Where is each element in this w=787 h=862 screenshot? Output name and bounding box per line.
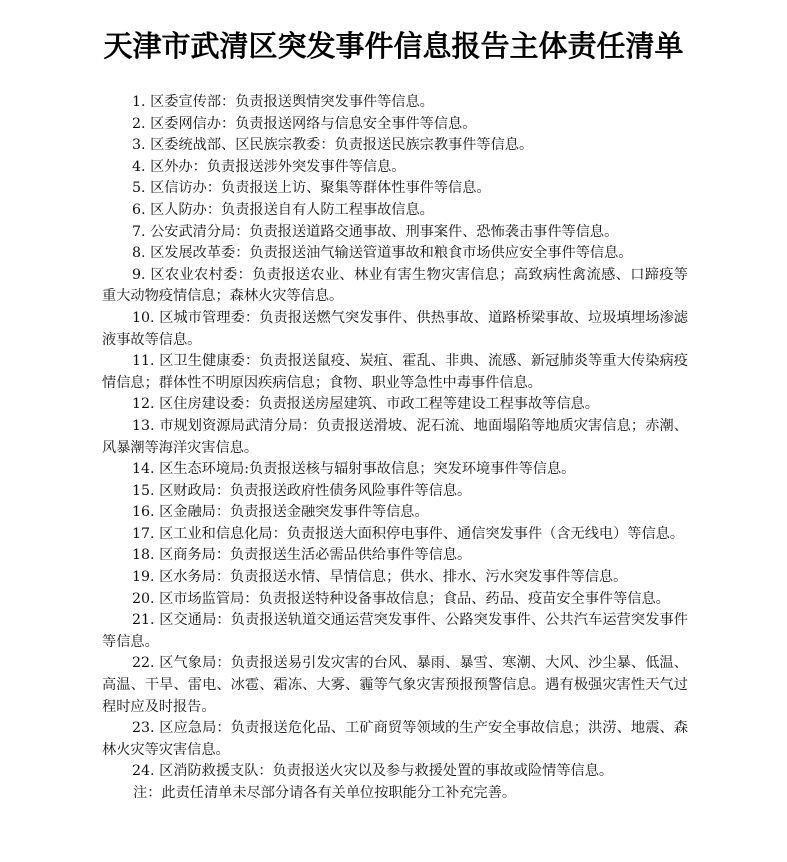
item-number: 9.: [132, 266, 146, 283]
item-text: 区发展改革委：负责报送油气输送管道事故和粮食市场供应安全事件等信息。: [150, 245, 633, 262]
item-text: 区消防救援支队：负责报送火灾以及参与救援处置的事故或险情等信息。: [159, 763, 614, 780]
list-item: [102, 718, 688, 761]
item-number: 3.: [132, 137, 146, 154]
item-text: 市规划资源局武清分局：负责报送滑坡、泥石流、地面塌陷等地质灾害信息；赤潮、风暴潮等海洋灾害信息。: [102, 417, 688, 456]
item-text: 区人防办：负责报送自有人防工程事故信息。: [150, 201, 434, 218]
list-item: [102, 589, 688, 611]
item-number: 21.: [132, 612, 155, 629]
list-item: [102, 351, 688, 394]
item-text: 区委网信办：负责报送网络与信息安全事件等信息。: [150, 115, 477, 132]
responsibility-list: [103, 92, 688, 805]
item-number: 24.: [132, 763, 155, 780]
item-text: 区信访办：负责报送上访、聚集等群体性事件等信息。: [150, 180, 491, 197]
item-number: 2.: [132, 115, 146, 132]
item-text: 区城市管理委：负责报送燃气突发事件、供热事故、道路桥梁事故、垃圾填埋场渗滤液事故等信息。: [102, 309, 688, 348]
item-text: 区农业农村委：负责报送农业、林业有害生物灾害信息；高致病性禽流感、口蹄疫等重大动物疫情信息；森林火灾等信息。: [102, 266, 688, 305]
item-number: 19.: [132, 569, 155, 586]
item-text: 区生态环境局:负责报送核与辐射事故信息；突发环境事件等信息。: [159, 461, 576, 478]
item-text: 区应急局：负责报送危化品、工矿商贸等领域的生产安全事故信息；洪涝、地震、森林火灾等灾害信息。: [102, 720, 688, 758]
item-number: 1.: [132, 94, 146, 110]
list-item: [102, 243, 688, 265]
list-item: [102, 502, 688, 524]
footnote: 注：此责任清单未尽部分请各有关单位按职能分工补充完善。: [133, 785, 517, 801]
item-number: 13.: [132, 417, 155, 434]
list-item: [102, 481, 688, 503]
list-item: [102, 610, 688, 653]
item-number: 17.: [132, 525, 155, 542]
item-number: 12.: [132, 396, 155, 413]
list-item: [102, 265, 688, 308]
item-number: 6.: [132, 201, 146, 218]
list-item: [102, 308, 688, 351]
item-text: 区交通局：负责报送轨道交通运营突发事件、公路突发事件、公共汽车运营突发事件等信息。: [102, 612, 688, 650]
list-item: [102, 416, 688, 459]
item-text: 区卫生健康委：负责报送鼠疫、炭疽、霍乱、非典、流感、新冠肺炎等重大传染病疫情信息；群体性不明原因疾病信息；食物、职业等急性中毒事件信息。: [102, 353, 688, 391]
item-number: 7.: [132, 223, 146, 240]
list-item: [102, 114, 688, 136]
item-text: 区气象局：负责报送易引发灾害的台风、暴雨、暴雪、寒潮、大风、沙尘暴、低温、高温、干旱、雷电、冰雹、霜冻、大雾、霾等气象灾害预报预警信息。遇有极强灾害性天气过程时应及时报告。: [102, 655, 688, 715]
item-number: 10.: [132, 309, 155, 326]
item-text: 区金融局：负责报送金融突发事件等信息。: [159, 504, 429, 521]
item-text: 区市场监管局：负责报送特种设备事故信息；食品、药品、疫苗安全事件等信息。: [159, 590, 670, 607]
list-item: [102, 545, 688, 567]
list-item: [102, 200, 688, 222]
list-item: [102, 222, 688, 244]
list-item: [102, 761, 688, 783]
item-number: 4.: [132, 158, 146, 175]
list-item: [102, 178, 688, 200]
list-item: [102, 653, 688, 718]
list-item: [102, 567, 688, 589]
document-title: 天津市武清区突发事件信息报告主体责任清单: [103, 29, 684, 63]
item-number: 22.: [132, 655, 155, 672]
list-item: [102, 157, 688, 179]
list-item: [102, 135, 688, 157]
list-item: [102, 92, 688, 114]
item-number: 18.: [132, 547, 155, 564]
item-text: 区委宣传部：负责报送舆情突发事件等信息。: [150, 94, 434, 110]
item-number: 5.: [132, 180, 146, 197]
item-text: 区商务局：负责报送生活必需品供给事件等信息。: [159, 547, 472, 564]
item-number: 15.: [132, 482, 155, 499]
list-item: [102, 459, 688, 481]
list-item: [102, 394, 688, 416]
item-number: 14.: [132, 461, 155, 478]
item-number: 23.: [132, 720, 155, 737]
item-text: 区委统战部、区民族宗教委：负责报送民族宗教事件等信息。: [150, 137, 534, 154]
item-number: 16.: [132, 504, 155, 521]
item-number: 20.: [132, 590, 155, 607]
item-text: 区财政局：负责报送政府性债务风险事件等信息。: [159, 482, 472, 499]
item-text: 区工业和信息化局：负责报送大面积停电事件、通信突发事件（含无线电）等信息。: [159, 525, 685, 542]
item-text: 区外办：负责报送涉外突发事件等信息。: [150, 158, 406, 175]
item-text: 区水务局：负责报送水情、旱情信息；供水、排水、污水突发事件等信息。: [159, 569, 628, 586]
item-text: 区住房建设委：负责报送房屋建筑、市政工程等建设工程事故等信息。: [159, 396, 599, 413]
item-text: 公安武清分局：负责报送道路交通事故、刑事案件、恐怖袭击事件等信息。: [150, 223, 619, 240]
item-number: 8.: [132, 245, 146, 262]
item-number: 11.: [132, 353, 155, 370]
list-item: [102, 524, 688, 546]
